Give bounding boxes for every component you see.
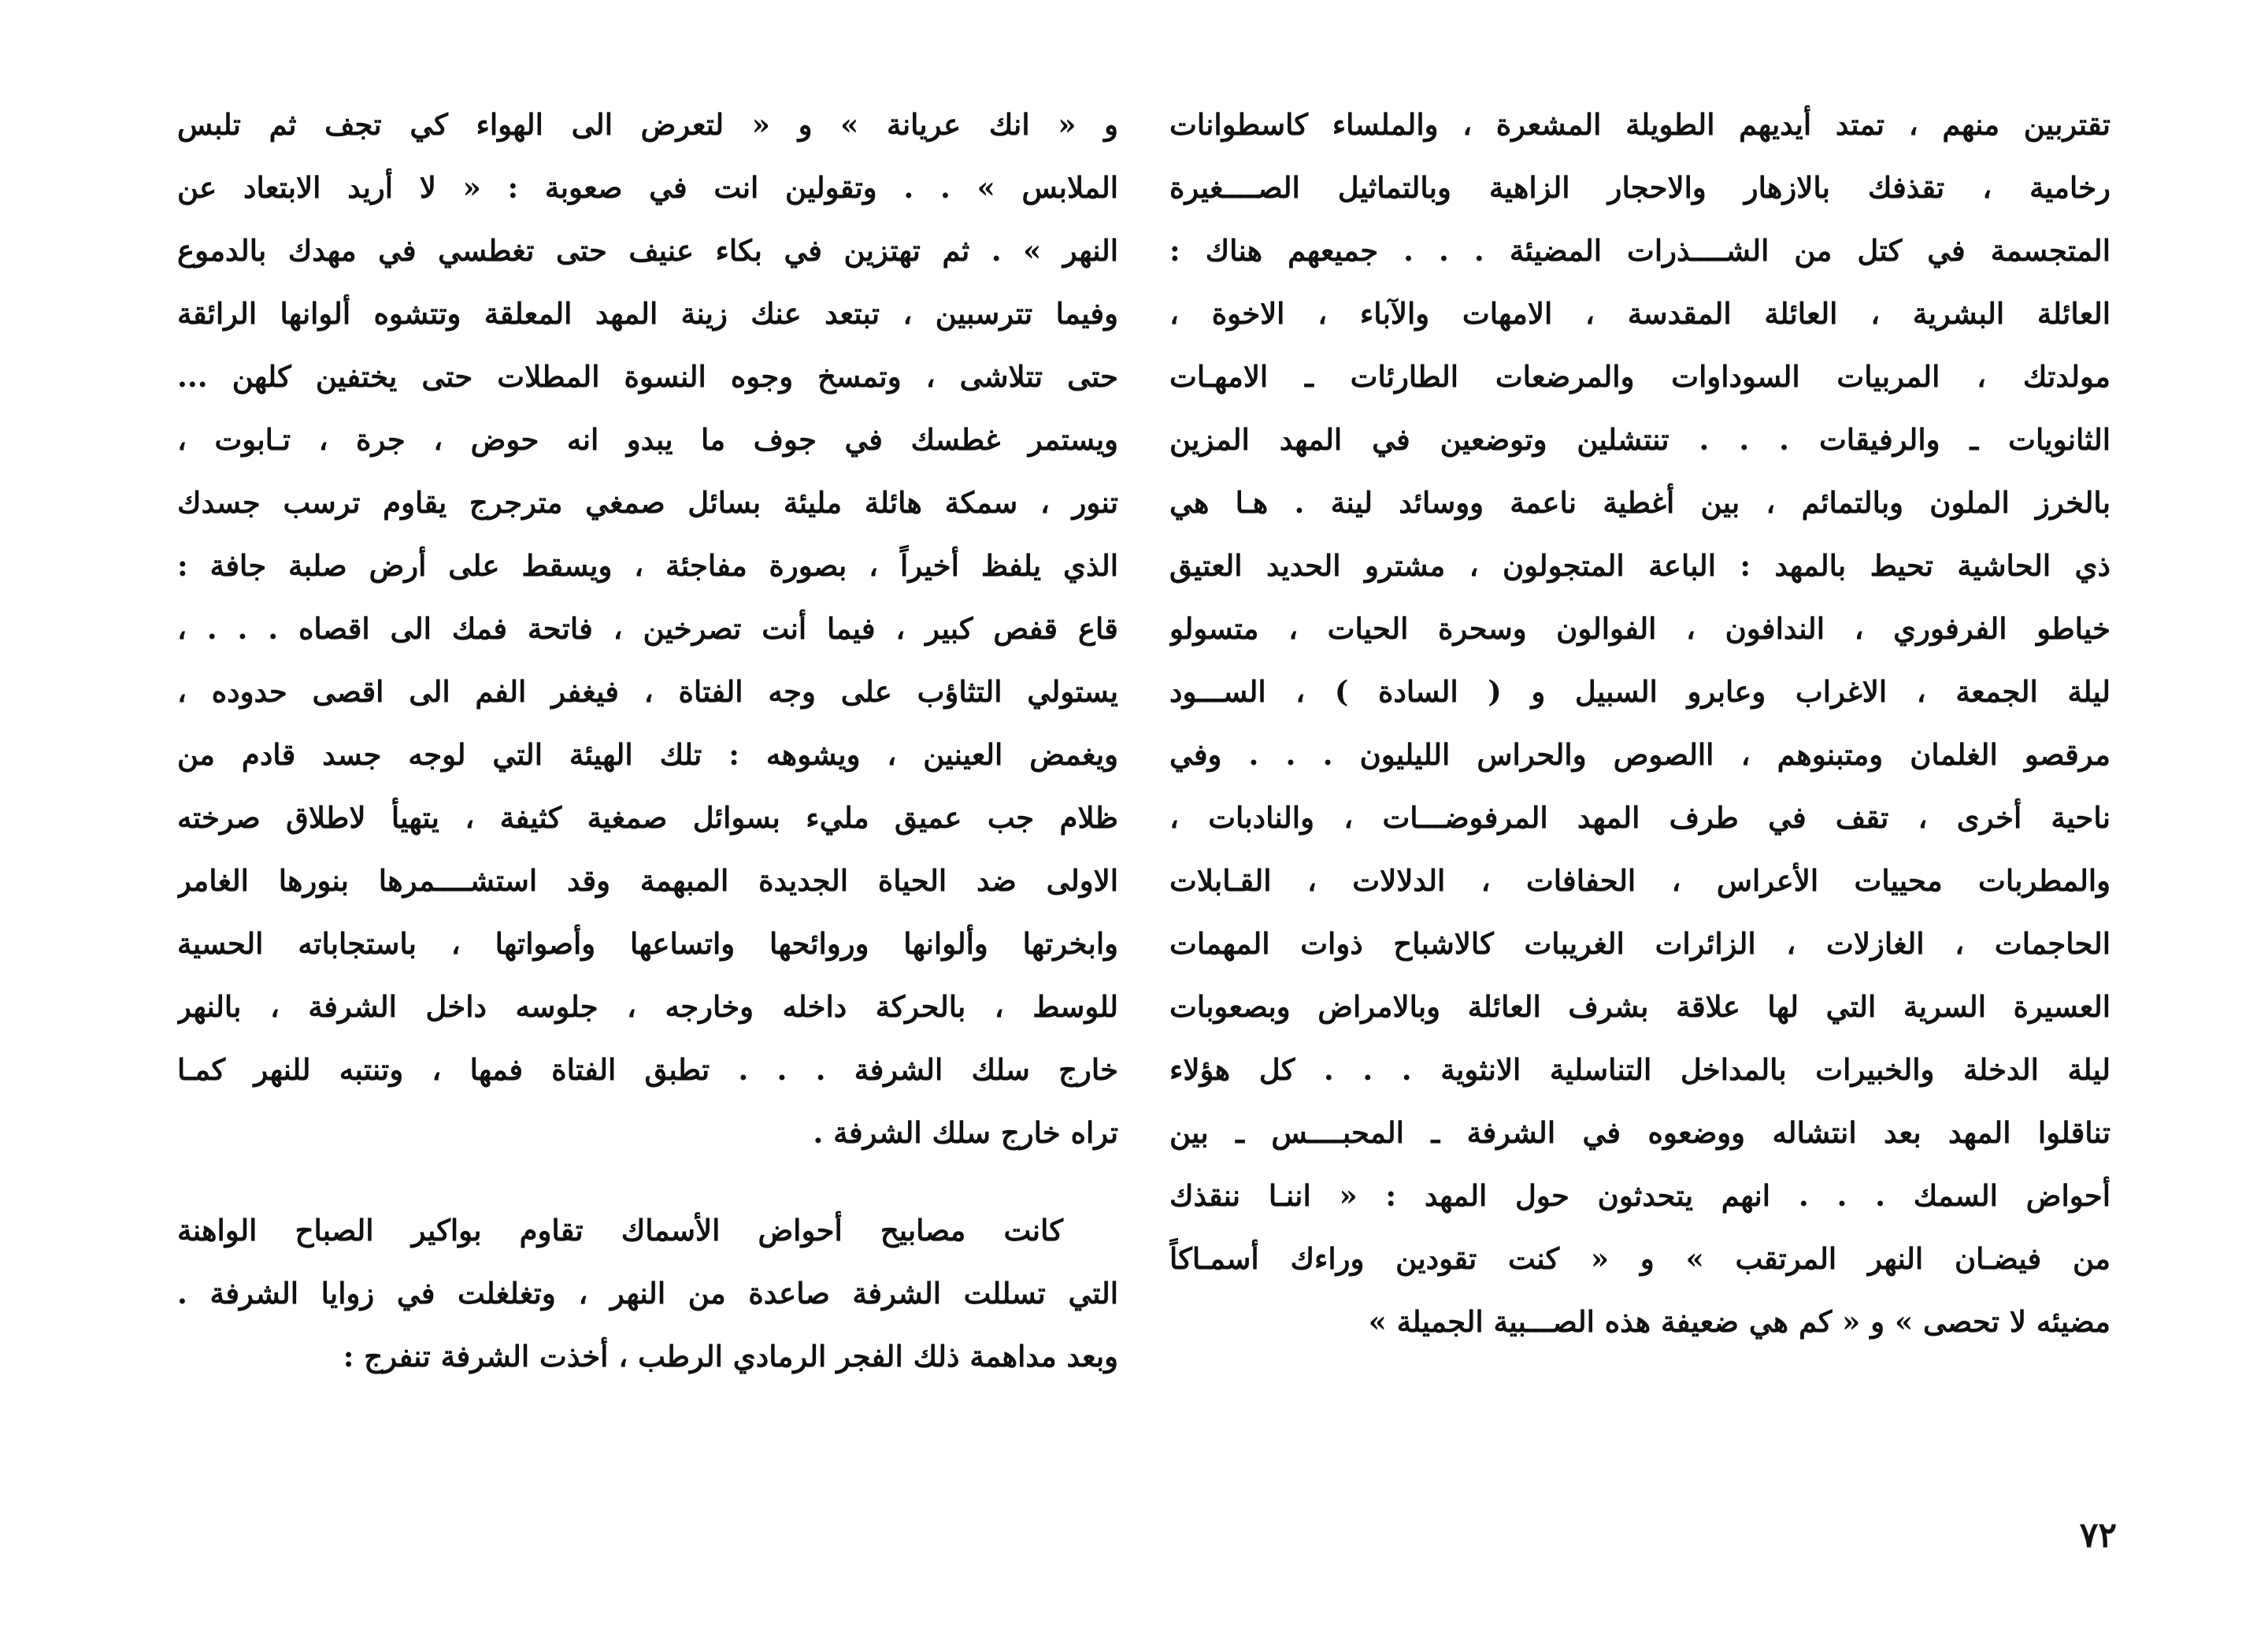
text-line: من فيضـان النهر المرتقب » و « كنت تقودين وراءك أسمـاكاً [1169,1241,2110,1276]
text-line: أحواض السمك . . . انهم يتحدثون حول المهد : « اننـا ننقذك [1169,1178,2110,1213]
page-number: ٧٢ [2079,1515,2117,1555]
text-line: تقتربين منهم ، تمتد أيديهم الطويلة المشعرة ، والملساء كاسطوانات [1169,107,2110,142]
text-line: مرقصو الغلمان ومتبنوهم ، االصوص والحراس الليليون . . . وفي [1169,737,2110,772]
text-line: الملابس » . . وتقولين انت في صعوبة : « لا أريد الابتعاد عن [177,170,1118,205]
text-line: الحاجمات ، الغازلات ، الزائرات الغريبات كالاشباح ذوات المهمات [1169,926,2110,961]
text-line: وبعد مداهمة ذلك الفجر الرمادي الرطب ، أخذت الشرفة تنفرج : [343,1339,1118,1374]
left-text-column [177,93,1118,1388]
text-line: ليلة الدخلة والخبيرات بالمداخل التناسلية الانثوية . . . كل هؤلاء [1169,1052,2110,1087]
text-line: الاولى ضد الحياة الجديدة المبهمة وقد استشــــمرها بنورها الغامر [177,863,1118,898]
text-line: تراه خارج سلك الشرفة . [813,1115,1118,1150]
text-line: تناقلوا المهد بعد انتشاله ووضعوه في الشرفة ـ المحبــــس ـ بين [1169,1115,2110,1150]
text-line: يستولي التثاؤب على وجه الفتاة ، فيغفر الفم الى اقصى حدوده ، [177,674,1118,709]
text-line: مولدتك ، المربيات السوداوات والمرضعات الطارئات ـ الامهـات [1169,359,2110,394]
text-line: بالخرز الملون وبالتمائم ، بين أغطية ناعمة ووسائد لينة . هـا هي [1169,485,2110,520]
text-line: التي تسللت الشرفة صاعدة من النهر ، وتغلغلت في زوايا الشرفة . [177,1276,1118,1311]
text-line: تنور ، سمكة هائلة مليئة بسائل صمغي مترجرج يقاوم ترسب جسدك [177,485,1118,520]
text-line: مضيئه لا تحصى » و « كم هي ضعيفة هذه الصـــبية الجميلة » [1368,1304,2110,1339]
text-line: كانت مصابيح أحواض الأسماك تقاوم بواكير الصباح الواهنة [177,1213,1063,1248]
text-line: العسيرة السرية التي لها علاقة بشرف العائلة وبالامراض وبصعوبات [1169,989,2110,1024]
text-line: و « انك عريانة » و « لتعرض الى الهواء كي تجف ثم تلبس [177,107,1118,142]
right-text-column [1169,93,2110,1353]
text-line: ويغمض العينين ، ويشوهه : تلك الهيئة التي لوجه جسد قادم من [177,737,1118,772]
text-line: الثانويات ـ والرفيقات . . . تنتشلين وتوضعين في المهد المزين [1169,422,2110,457]
text-line: ليلة الجمعة ، الاغراب وعابرو السبيل و ( السادة ) ، الســـود [1169,674,2110,709]
text-line: للوسط ، بالحركة داخله وخارجه ، جلوسه داخل الشرفة ، بالنهر [177,989,1118,1024]
text-line: رخامية ، تقذفك بالازهار والاحجار الزاهية وبالتماثيل الصــــغيرة [1169,170,2110,205]
text-line: ناحية أخرى ، تقف في طرف المهد المرفوضـــات ، والنادبات ، [1169,800,2110,835]
text-line: خارج سلك الشرفة . . . تطبق الفتاة فمها ، وتنتبه للنهر كمـا [177,1052,1118,1087]
paragraph-gap [177,1164,1118,1199]
text-line: ويستمر غطسك في جوف ما يبدو انه حوض ، جرة ، تـابوت ، [177,422,1118,457]
text-line: حتى تتلاشى ، وتمسخ وجوه النسوة المطلات حتى يختفين كلهن ... [177,359,1118,394]
text-line: النهر » . ثم تهتزين في بكاء عنيف حتى تغطسي في مهدك بالدموع [177,233,1118,268]
text-line: وفيما تترسبين ، تبتعد عنك زينة المهد المعلقة وتتشوه ألوانها الرائقة [177,296,1118,331]
text-line: ظلام جب عميق مليء بسوائل صمغية كثيفة ، يتهيأ لاطلاق صرخته [177,800,1118,835]
text-line: والمطربات محييات الأعراس ، الحفافات ، الدلالات ، القـابلات [1169,863,2110,898]
text-line: الذي يلفظ أخيراً ، بصورة مفاجئة ، ويسقط على أرض صلبة جافة : [177,548,1118,583]
left-paragraph-1 [177,93,1118,1164]
left-paragraph-2 [177,1199,1118,1388]
text-line: المتجسمة في كتل من الشــــذرات المضيئة . . . جميعهم هناك : [1169,233,2110,268]
text-line: خياطو الفرفوري ، الندافون ، الفوالون وسحرة الحيات ، متسولو [1169,611,2110,646]
text-line: العائلة البشرية ، العائلة المقدسة ، الامهات والآباء ، الاخوة ، [1169,296,2110,331]
text-line: وابخرتها وألوانها وروائحها واتساعها وأصواتها ، باستجاباته الحسية [177,926,1118,961]
text-line: ذي الحاشية تحيط بالمهد : الباعة المتجولون ، مشترو الحديد العتيق [1169,548,2110,583]
text-line: قاع قفص كبير ، فيما أنت تصرخين ، فاتحة فمك الى اقصاه . . . ، [177,611,1118,646]
